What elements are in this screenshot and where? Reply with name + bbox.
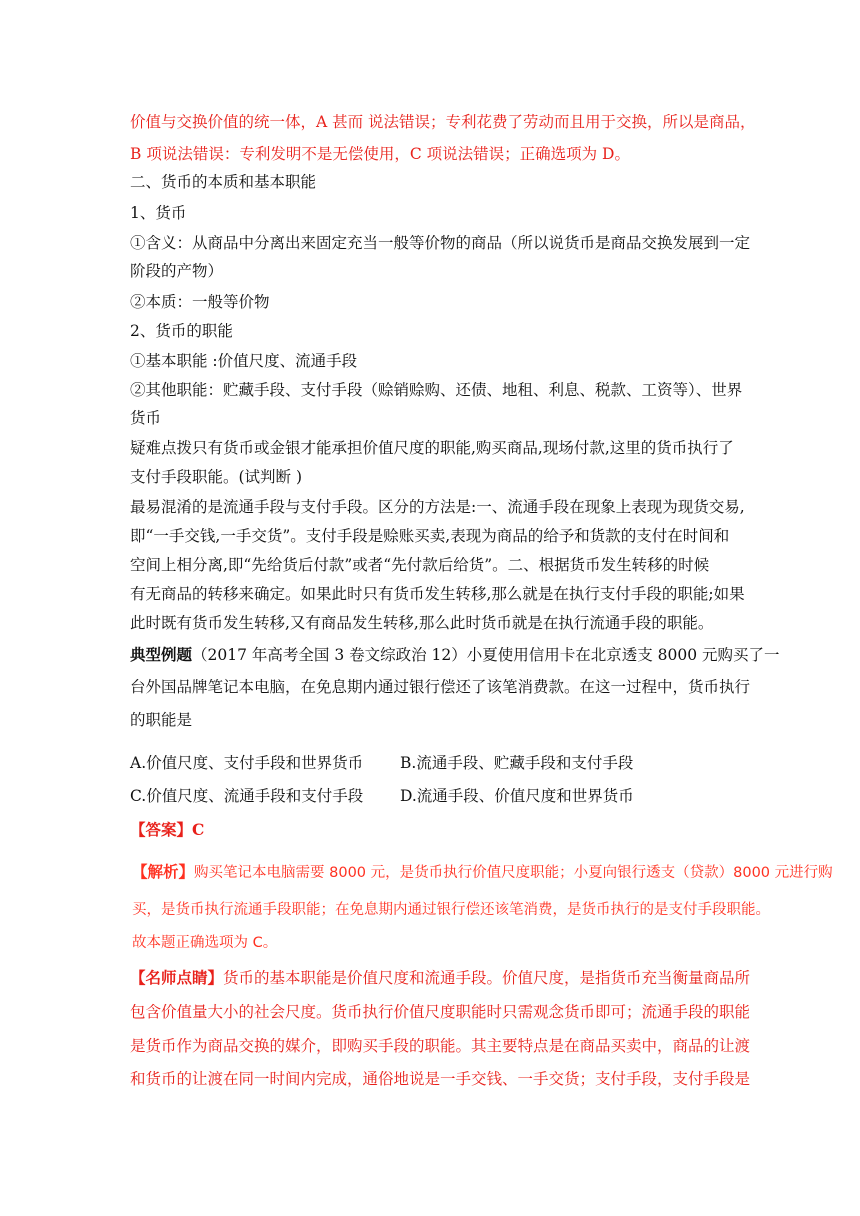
text-line: ①含义：从商品中分离出来固定充当一般等价物的商品（所以说货币是商品交换发展到一定 <box>130 234 751 252</box>
text-line: 货币 <box>130 409 162 427</box>
text-line: 此时既有货币发生转移,又有商品发生转移,那么此时货币就是在执行流通手段的职能。 <box>130 614 714 632</box>
teacher-line: 包含价值量大小的社会尺度。货币执行价值尺度职能时只需观念货币即可；流通手段的职能 <box>130 1003 751 1021</box>
text-line: ①基本职能 :价值尺度、流通手段 <box>130 352 358 370</box>
teacher-line: 和货币的让渡在同一时间内完成，通俗地说是一手交钱、一手交货；支付手段，支付手段是 <box>130 1070 751 1088</box>
answer-line <box>130 820 204 840</box>
text-line: B 项说法错误：专利发明不是无偿使用，C 项说法错误；正确选项为 D。 <box>130 145 630 163</box>
example-line: 台外国品牌笔记本电脑，在免息期内通过银行偿还了该笔消费款。在这一过程中，货币执行 <box>130 678 751 696</box>
text-line: 最易混淆的是流通手段与支付手段。区分的方法是:一、流通手段在现象上表现为现货交易, <box>130 498 745 516</box>
analysis-label: 【解析】 <box>132 863 195 881</box>
subheading: 2、货币的职能 <box>130 322 233 340</box>
teacher-text: 货币的基本职能是价值尺度和流通手段。价值尺度，是指货币充当衡量商品所 <box>223 969 751 987</box>
teacher-line: 是货币作为商品交换的媒介，即购买手段的职能。其主要特点是在商品买卖中，商品的让渡 <box>130 1037 751 1055</box>
subheading: 1、货币 <box>130 204 187 222</box>
example-label: 典型例题 <box>130 645 193 664</box>
answer-label: 【答案】 <box>130 820 193 839</box>
option-b: B.流通手段、贮藏手段和支付手段 <box>400 754 634 772</box>
option-d: D.流通手段、价值尺度和世界货币 <box>400 787 634 805</box>
text-line: 阶段的产物） <box>130 262 224 280</box>
text-line: 疑难点拨只有货币或金银才能承担价值尺度的职能,购买商品,现场付款,这里的货币执行了 <box>130 439 734 457</box>
analysis-line: 故本题正确选项为 C。 <box>132 935 278 951</box>
example-line: 的职能是 <box>130 711 193 729</box>
text-line: ②其他职能：贮藏手段、支付手段（赊销赊购、还债、地租、利息、税款、工资等）、世界 <box>130 381 743 399</box>
teacher-line <box>130 968 750 988</box>
text-line: ②本质：一般等价物 <box>130 293 270 311</box>
option-c: C.价值尺度、流通手段和支付手段 <box>130 787 364 805</box>
text-line: 有无商品的转移来确定。如果此时只有货币发生转移,那么就是在执行支付手段的职能;如果 <box>130 585 745 603</box>
example-text: （2017 年高考全国 3 卷文综政治 12）小夏使用信用卡在北京透支 8000 元购买了一 <box>192 646 780 664</box>
teacher-label: 【名师点睛】 <box>130 968 224 987</box>
text-line: 空间上相分离,即“先给货后付款”或者“先付款后给货”。二、根据货币发生转移的时候 <box>130 556 710 574</box>
analysis-line: 买，是货币执行流通手段职能；在免息期内通过银行偿还该笔消费，是货币执行的是支付手段职能。 <box>132 902 770 918</box>
example-line <box>130 645 780 665</box>
option-a: A.价值尺度、支付手段和世界货币 <box>130 754 364 772</box>
text-line: 支付手段职能。(试判断 ) <box>130 468 303 486</box>
text-line: 即“一手交钱,一手交货”。支付手段是赊账买卖,表现为商品的给予和货款的支付在时间和 <box>130 527 730 545</box>
answer-value: C <box>192 820 205 839</box>
text-line: 价值与交换价值的统一体，A 甚而 说法错误；专利花费了劳动而且用于交换，所以是商品， <box>130 113 756 131</box>
section-heading: 二、货币的本质和基本职能 <box>130 173 317 191</box>
analysis-line <box>132 862 833 883</box>
analysis-text: 购买笔记本电脑需要 8000 元，是货币执行价值尺度职能；小夏向银行透支（贷款）8000 元进行购 <box>194 865 833 881</box>
